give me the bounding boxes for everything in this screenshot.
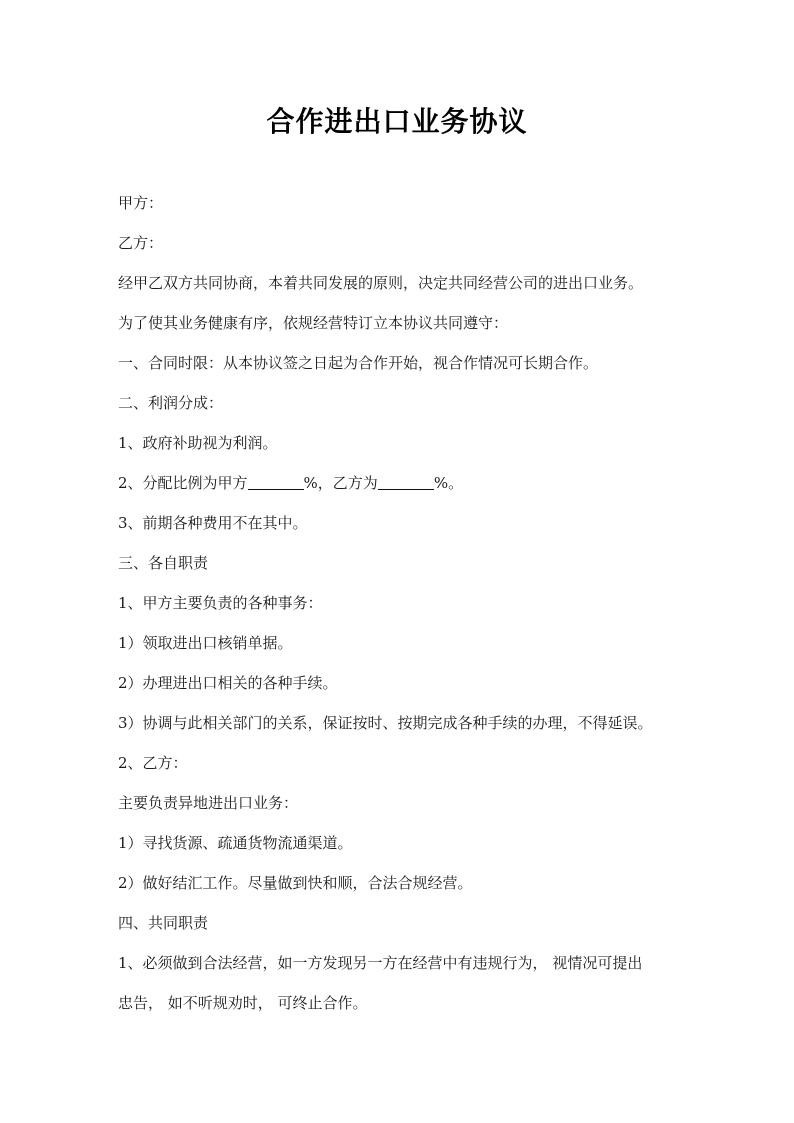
party-a-line: 甲方： [118, 194, 164, 212]
party-b-line: 乙方： [118, 234, 164, 252]
ratio-prefix: 2、分配比例为甲方 [118, 474, 248, 492]
list-item: 1、必须做到合法经营，如一方发现另一方在经营中有违规行为， 视情况可提出 [118, 954, 643, 972]
list-item: 1、甲方主要负责的各种事务： [118, 594, 323, 612]
ratio-suffix: %。 [433, 474, 464, 492]
ratio-mid: %，乙方为 [303, 474, 378, 492]
list-item: 2、乙方： [118, 754, 188, 772]
list-item: 2）做好结汇工作。尽量做到快和顺，合法合规经营。 [118, 874, 473, 892]
section-heading: 三、各自职责 [118, 554, 209, 572]
list-item: 1）寻找货源、疏通货物流通渠道。 [118, 834, 353, 852]
list-item: 2）办理进出口相关的各种手续。 [118, 674, 338, 692]
list-item: 3、前期各种费用不在其中。 [118, 514, 308, 532]
section-heading: 二、利润分成： [118, 394, 224, 412]
list-item: 1）领取进出口核销单据。 [118, 634, 293, 652]
list-item-continuation: 忠告， 如不听规劝时， 可终止合作。 [118, 994, 368, 1012]
list-item: 3）协调与此相关部门的关系，保证按时、按期完成各种手续的办理，不得延误。 [118, 714, 653, 732]
document-title: 合作进出口业务协议 [266, 105, 528, 138]
paragraph: 主要负责异地进出口业务： [118, 794, 299, 812]
section-heading: 一、合同时限：从本协议签之日起为合作开始，视合作情况可长期合作。 [118, 354, 599, 372]
section-heading: 四、共同职责 [118, 914, 209, 932]
paragraph: 经甲乙双方共同协商，本着共同发展的原则，决定共同经营公司的进出口业务。 [118, 274, 644, 292]
list-item: 1、政府补助视为利润。 [118, 434, 278, 452]
party-a-ratio-blank[interactable] [248, 475, 304, 490]
ratio-line [118, 473, 463, 493]
paragraph: 为了使其业务健康有序，依规经营特订立本协议共同遵守： [118, 314, 509, 332]
party-b-ratio-blank[interactable] [378, 475, 434, 490]
